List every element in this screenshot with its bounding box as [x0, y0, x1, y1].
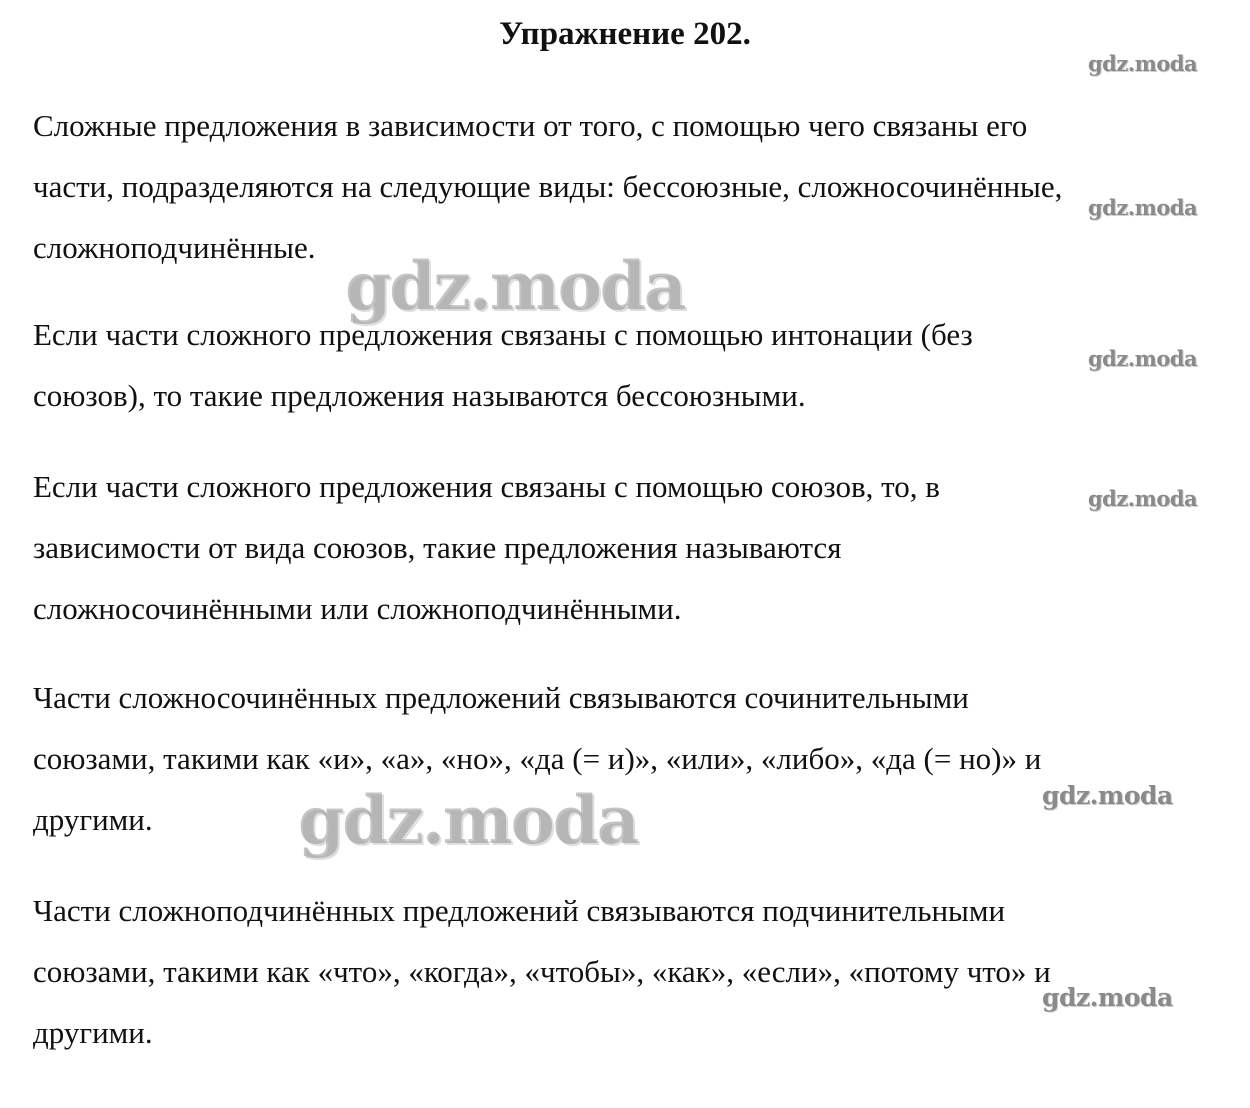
paragraph-line: Если части сложного предложения связаны с помощью интонации (без [33, 317, 973, 352]
watermark: gdz.moda [1088, 486, 1198, 511]
paragraph-3 [33, 456, 1183, 639]
paragraph-line: союзов), то такие предложения называются бессоюзными. [33, 378, 806, 413]
watermark-large: gdz.moda [298, 781, 638, 859]
paragraph-line: другими. [33, 1015, 153, 1050]
paragraph-line: Части сложносочинённых предложений связываются сочинительными [33, 680, 969, 715]
paragraph-line: Сложные предложения в зависимости от того, с помощью чего связаны его [33, 108, 1028, 143]
watermark: gdz.moda [1042, 781, 1173, 810]
paragraph-line: сложноподчинённые. [33, 230, 316, 265]
paragraph-line: зависимости от вида союзов, такие предложения называются [33, 530, 842, 565]
paragraph-line: Если части сложного предложения связаны с помощью союзов, то, в [33, 469, 940, 504]
paragraph-line: союзами, такими как «что», «когда», «чтобы», «как», «если», «потому что» и [33, 954, 1051, 989]
watermark-large: gdz.moda [345, 247, 685, 325]
watermark: gdz.moda [1088, 51, 1198, 76]
watermark: gdz.moda [1088, 195, 1198, 220]
paragraph-line: другими. [33, 802, 153, 837]
paragraph-line: сложносочинёнными или сложноподчинёнными. [33, 591, 682, 626]
paragraph-5 [33, 880, 1183, 1063]
watermark: gdz.moda [1042, 983, 1173, 1012]
exercise-title: Упражнение 202. [499, 16, 751, 52]
paragraph-line: Части сложноподчинённых предложений связываются подчинительными [33, 893, 1006, 928]
paragraph-line: части, подразделяются на следующие виды: бессоюзные, сложносочинённые, [33, 169, 1063, 204]
paragraph-line: союзами, такими как «и», «а», «но», «да (= и)», «или», «либо», «да (= но)» и [33, 741, 1042, 776]
watermark: gdz.moda [1088, 346, 1198, 371]
